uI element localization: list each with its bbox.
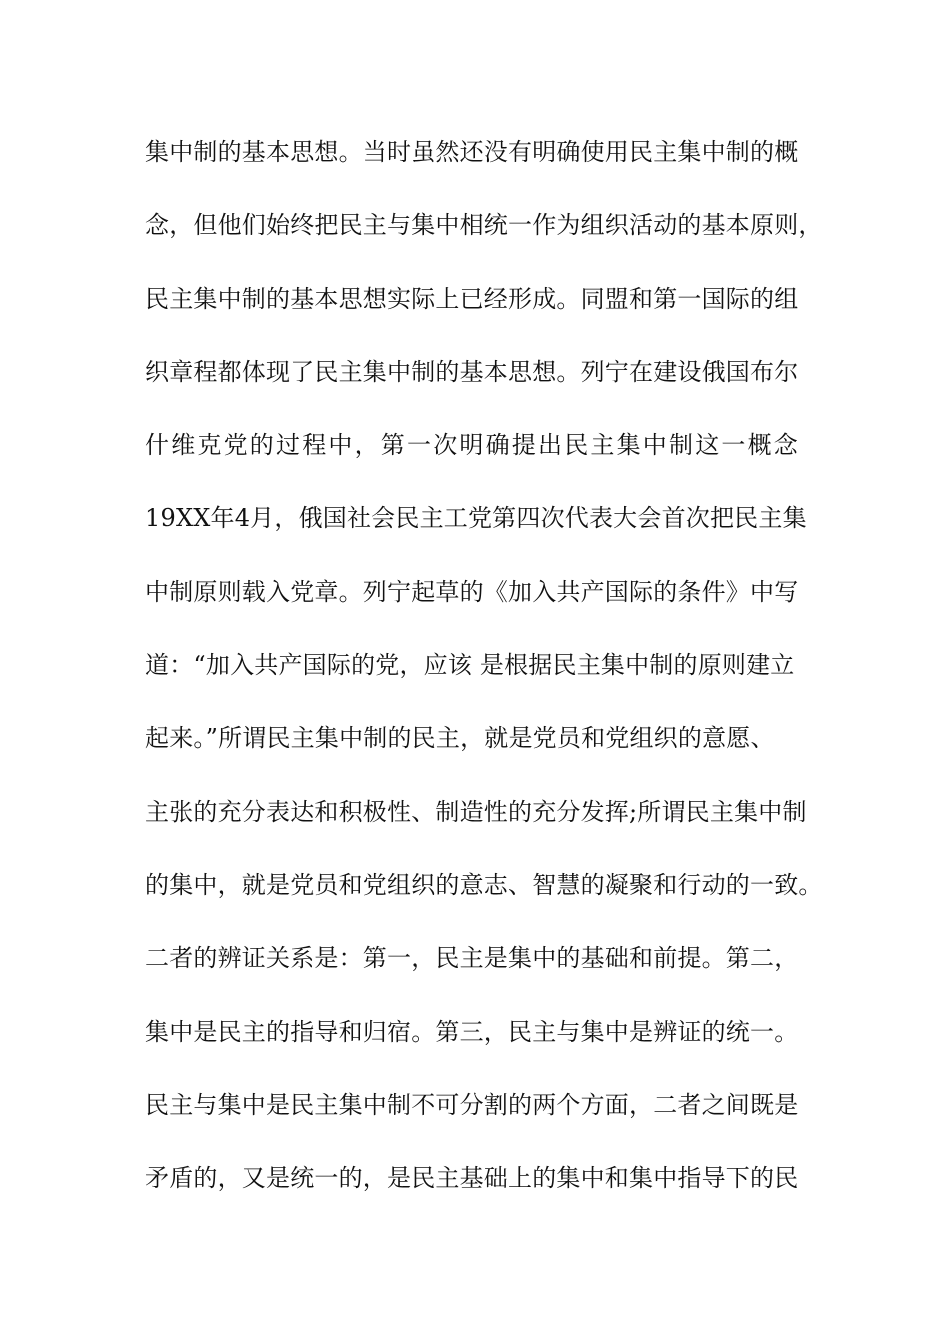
text-line: 民主集中制的基本思想实际上已经形成。同盟和第一国际的组	[145, 284, 799, 313]
text-line: 念，但他们始终把民主与集中相统一作为组织活动的基本原则，	[145, 211, 823, 240]
text-line: 民主与集中是民主集中制不可分割的两个方面，二者之间既是	[145, 1090, 799, 1119]
text-line: 集中制的基本思想。当时虽然还没有明确使用民主集中制的概	[145, 138, 799, 166]
text-line: 什维克党的过程中，第一次明确提出民主集中制这一概念	[145, 431, 800, 460]
text-line: 二者的辨证关系是：第一，民主是集中的基础和前提。第二，	[145, 944, 799, 973]
text-line: 织章程都体现了民主集中制的基本思想。列宁在建设俄国布尔	[145, 357, 799, 386]
text-line: 主张的充分表达和积极性、制造性的充分发挥;所谓民主集中制	[145, 797, 807, 826]
text-line: 起来。”所谓民主集中制的民主，就是党员和党组织的意愿、	[145, 724, 775, 753]
text-line: 矛盾的，又是统一的，是民主基础上的集中和集中指导下的民	[145, 1164, 799, 1193]
text-line: 19XX年4月，俄国社会民主工党第四次代表大会首次把民主集	[145, 504, 807, 533]
body-text	[145, 132, 825, 1231]
text-line: 道：“加入共产国际的党，应该 是根据民主集中制的原则建立	[145, 651, 795, 680]
text-line: 集中是民主的指导和归宿。第三，民主与集中是辨证的统一。	[145, 1017, 799, 1046]
text-line: 中制原则载入党章。列宁起草的《加入共产国际的条件》中写	[145, 577, 799, 606]
text-line: 的集中，就是党员和党组织的意志、智慧的凝聚和行动的一致。	[145, 870, 823, 899]
